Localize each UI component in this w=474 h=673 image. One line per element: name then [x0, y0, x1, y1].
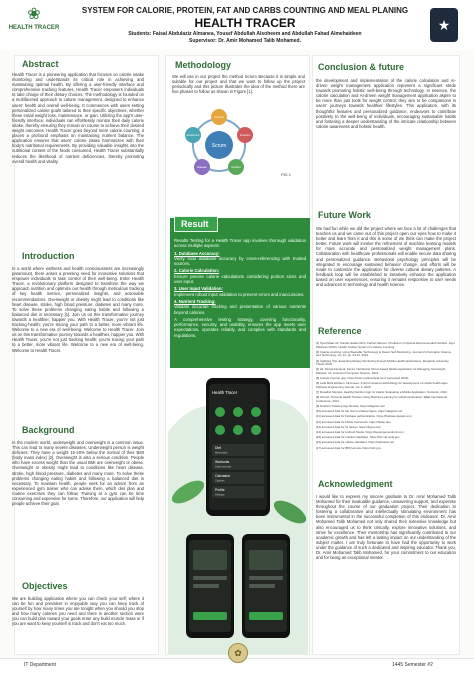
reference-item: [13] accessed data for UI design. https://figma.com	[316, 424, 382, 429]
reference-item: [10] accessed data for the Scrum phases figure. https://diagram.net	[316, 409, 403, 414]
figure-label: FIG 1	[281, 172, 292, 177]
phone-action-button	[249, 612, 283, 620]
health-tracer-logo	[8, 6, 60, 46]
acknowledgment-text: I would like to express my sincere gratitude to Dr. Amir Mohamed Talib Mohamed for their invaluable guidance, unwavering support, and expertise throughout the course of our graduation project. Their dedication to fostering a collaborative and intellectually stimulating environment has been instrumental in the successful completion of this endeavor. Dr. Amir Mohamed Talib Mohamed not only shared their extensive knowledge but also encouraged us to think critically, explore innovative solutions, and strive for excellence. Their mentorship has significantly contributed to our academic growth and has left a lasting impact on our understanding of the subject matter. I am truly fortunate to have had the opportunity to work under the guidance of such a dedicated and inspiring educator. Thank you, Dr. Amir Mohamed Talib Mohamed, for your commitment to our education and for being an exceptional mentor.	[316, 494, 456, 561]
phone-grid-icon	[215, 407, 225, 417]
reference-item: [3] Ingibjörg Ósk. Extending Dietary Monitoring through Mobile Health Applications. Reykjavik University, Thesis 2018.	[316, 358, 450, 367]
reference-item: [5] Calorie Counter app. https://www.myfitnesspal.com/ (accessed 2023).	[316, 376, 410, 381]
reference-item: [16] accessed data for calorie calculator. https://calculator.net	[316, 440, 395, 445]
result-summary: A comprehensive testing strategy, covering functionality, performance, security, and usability, ensures the app meets user expectations, operates reliably, and complies with standards and regulations.	[174, 316, 306, 338]
phone-menu-sublabel: Calories	[215, 479, 225, 483]
phone-text-line	[193, 576, 227, 580]
emblem-icon: ✿	[228, 643, 248, 663]
university-logo-icon: ★	[430, 8, 458, 42]
phone-text-line	[249, 584, 275, 588]
scrum-phase-label: Concept	[214, 116, 224, 119]
reference-item: [11] accessed data for Firebase authentication. https://firebase.google.com	[316, 414, 412, 419]
result-item-text: Validate accurate tracking and presentation of various nutrients beyond calories.	[174, 304, 306, 315]
abstract-title: Abstract	[22, 59, 59, 69]
methodology-text: We will use in our project the method Scrum Because it is simple and suitable for our project and that we want to follow up the project periodically and this picture illustrates the idea of the method there are five phases to follow as shown in Figure [1].	[172, 74, 305, 95]
objectives-text: We are building application where you can check your self, where it can be fun and prevalent in enjoyable way you can keep track of yourself by how many times you ate tonight when you should you stop and how many calories you need and there is another section were you can build plan toward your goals enter any build muscle mass or if you are want to keep yourself in track and don't eat too much.	[12, 596, 144, 627]
supervisor-line: Supervisor: Dr. Amir Mohamed Talib Mohamed.	[189, 38, 301, 44]
app-screenshots	[168, 372, 308, 654]
result-item-text: Implement robust input validation to prevent errors and inaccuracies.	[174, 291, 305, 297]
leaf-icon: ❀	[27, 6, 41, 23]
phone-text-line	[249, 576, 283, 580]
footer-department: IT Department	[24, 662, 56, 668]
result-intro: Results Testing for a Health Tracer app involves thorough validation across multiple aspects:	[174, 238, 306, 249]
conclusion-title: Conclusion & future	[318, 62, 404, 72]
background-title: Background	[22, 425, 75, 435]
poster-header	[0, 0, 474, 50]
phone-app-title: Health Tracer	[212, 390, 238, 395]
result-item-heading: 1. Database Accuracy:	[174, 250, 220, 256]
phone-menu-label: Diet	[215, 446, 222, 450]
phone-grid-icon	[233, 425, 243, 435]
scrum-phase-label: Release	[197, 166, 207, 169]
background-text: In the modern world, underweight and overweight is a common issue. This can lead to many severe diseases. Underweight person is weight deficient. They have a weight 15-20% below the normal of their BMI (body mass index) [2]. Overweight is also a serious condition. People who have excess weight than the usual BMI are overweight or obese. Overweight or obesity might lead to conditions like heart disease, stroke, high blood pressure, diabetes and many more. To solve these problems changing eating habits and following a balanced diet is necessary. To maintain health, people seek for an advice from an experienced gym trainer who can advise them, which diet plan and routine exercises they can follow. Training at a gym can be time consuming and expensive for some. Therefore, our application will help people achieve their goal.	[12, 440, 144, 507]
future-work-title: Future Work	[318, 210, 371, 220]
reference-item: [9] Nutrition Tracking App Review. https://diagram.net/	[316, 404, 385, 409]
phone-menu-sublabel: Meal plans	[215, 451, 228, 455]
result-item-heading: 2. Calorie Calculation:	[174, 268, 220, 274]
reference-item: [12] accessed data for Flutter framework. https://flutter.dev	[316, 419, 391, 424]
reference-item: [2] Calorie counting: using Wearable Technology to Detect Self-Monitoring. Journal of Information Science and Technology, vol. 12, pp. 23-31, 2019.	[316, 349, 452, 358]
phone-menu-label: Calculator	[215, 474, 231, 478]
scrum-phase-label: Retirement	[186, 134, 200, 137]
reference-item: [7] Rosalind Mendes. Healthy Nutrition App for Adults: Evaluating a Mobile Application. Nutrients, 2022.	[316, 390, 448, 395]
reference-item: [14] accessed data for Android Studio. https://developer.android.com	[316, 430, 404, 434]
reference-item: [17] accessed data for BMI formula. https://cdc.gov	[316, 445, 382, 450]
objectives-title: Objectives	[22, 581, 68, 591]
poster-title: SYSTEM FOR CALORIE, PROTEIN, FAT AND CARBS COUNTING AND MEAL PLANING	[81, 6, 409, 15]
scrum-phase-label: Inception	[239, 134, 251, 137]
result-content	[174, 238, 306, 364]
logo-text: HEALTH TRACER	[8, 25, 60, 31]
phone-food-image	[193, 550, 227, 570]
future-work-text: We had fun while we did the project where we face a lot of challenges that teaches us and we came out of this project open our eyes how to make it better and learn from it and this is some of we think can make the project better. Future work will involve the refinement of machine learning models for more accurate and personalized weight management plans. Collaboration with healthcare professionals will enable secure data sharing and personalized guidance. Behavioral psychology principles will be integrated to encourage sustained behavior change, and efforts will be made to customize the application for diverse cultural dietary patterns. A feedback loop will be established to iteratively enhance the application based on user experiences, ensuring it remains responsive to user needs and advances in technology and health science.	[316, 226, 456, 288]
result-item-heading: 3. User Input Validation:	[174, 286, 223, 292]
abstract-text: Health Tracer is a pioneering application that focuses on calorie intake monitoring and understands its critical role in achieving and maintaining optimal health. By offering a user-friendly interface and comprehensive tracking features, Health Tracer empowers individuals to take charge of their dietary choices. The methodology is founded on a multifaceted approach to calorie management, designed to enhance users' health and overall well-being. It commences with users setting personalized calorie goals tailored to their specific objectives, whether these entail weight loss, maintenance, or gain. Utilizing the app's user-friendly interface, individuals can effortlessly monitor their daily calorie intake, thereby ensuring they remain on course to achieve their desired weight outcomes. Health Tracer goes beyond mere calorie counting; it places a profound emphasis on maintaining nutrient balance. The application ensures that users' calorie intake harmonizes with their body's nutritional requirements. By providing valuable insights into the nutritional content of the foods consumed, Health Tracer substantially reduces the likelihood of nutrient deficiencies, thereby promoting overall health and vitality.	[12, 72, 144, 164]
reference-item: [1] Syed Maaz Ali, Sundar Haider Rizvi, Farhan Memon. Prediction of Optimal Recommended Nutrition. Appl Wellness (2020). Health Tracker System for Calorie Counting.	[316, 342, 455, 349]
phone-menu-sublabel: Settings	[215, 493, 225, 497]
scrum-diagram	[170, 105, 268, 183]
phone-grid-icon	[251, 407, 261, 417]
reference-item: [4] Ali, Parisa Kamandi, Sanaz. Nutritionist Scrum-based Mobile Application for Managing Overweight Patients. Int. Journal of Computer Science, 2021.	[316, 367, 446, 375]
result-title: Result	[174, 216, 218, 232]
result-item-text: Ensure precise calorie calculations considering portion sizes and user input.	[174, 273, 306, 285]
introduction-title: Introduction	[22, 251, 75, 261]
phone-action-button	[193, 612, 227, 620]
conclusion-text: the development and implementation of the calorie calculation and AI-driven weight management application represent a significant stride towards promoting holistic well-being through technology. In essence, the calorie calculation and AI-driven weight management application aspire to be more than just tools for weight control; they aim to be companions in users' journeys towards healthier lifestyles. This application, with its thoughtful features and personalized guidance, endeavors to contribute positively to the well-being of individuals, encouraging sustainable habits and fostering a deeper understanding of the intricate relationship between calorie awareness and holistic health.	[316, 78, 456, 129]
app-name-title: HEALTH TRACER	[194, 16, 296, 30]
phone-menu-label: Profile	[215, 488, 225, 492]
phone-grid-icon	[215, 425, 225, 435]
footer-semester: 1445 Semester #2	[392, 662, 433, 668]
phone-text-line	[193, 584, 219, 588]
reference-title: Reference	[318, 326, 362, 336]
phone-grid-icon	[251, 425, 261, 435]
result-item-text: Verify food database accuracy by cross-referencing with trusted sources.	[174, 255, 306, 267]
scrum-phase-label: Iteration	[231, 166, 241, 169]
phone-menu-sublabel: Daily exercise	[215, 465, 232, 469]
phone-menu-label: Workouts	[215, 460, 230, 464]
reference-item: [8] Ahmed. Personal Health Tracker Using Machine Learning for Calorie Estimation. IEEE International Conference, 2021.	[316, 395, 447, 403]
introduction-text: In a world where wellness and health consciousness are increasingly paramount, there arises a pressing need for innovative solutions that empower individuals to take control of their well-being. Enter Health Tracer, a revolutionary platform designed to transform the way we approach nutrition and optimize our health through meticulous tracking of key health metrics, personalized insights, and actionable recommendations. Overweight or obesity might lead to conditions like heart disease, stroke, high blood pressure, diabetes and many more. To solve these problems changing eating habits and following a balanced diet is necessary [1]. Join us on this transformative journey towards a healthier, happier you. With Health Tracer, you're not just tracking health; you're tracing your path to a better, more vibrant life. Welcome to a new era of well-being. Welcome to Health Tracer. Join us on this transformative journey towards a healthier, happier you. With Health Tracer, you're not just tracking health; you're tracing your path to a better, more vibrant life. Welcome to a new era of well-being. Welcome to Health Tracer.	[12, 266, 144, 353]
result-item-heading: 4. Nutrient Tracking:	[174, 298, 216, 304]
methodology-title: Methodology	[175, 60, 231, 70]
scrum-center-label: Scrum	[211, 143, 227, 149]
acknowledgment-title: Acknowledgment	[318, 479, 393, 489]
reference-list	[316, 342, 456, 466]
students-line: Students: Faisal Abdulaziz Almanea, Yousef Abdullah Alsoheem and Abdullah Fahad Almehaideen	[128, 31, 362, 37]
reference-item: [15] accessed data for nutrition database. https://fdc.nal.usda.gov	[316, 435, 400, 440]
phone-grid-icon	[233, 407, 243, 417]
phone-food-image	[249, 550, 283, 570]
reference-item: [6] Leila Mohi El-Deen, Ali-Ameen. A Scrum-based methodology for development of mobile health apps. Software Engineering Journal, vol. 4, 2020.	[316, 381, 449, 389]
